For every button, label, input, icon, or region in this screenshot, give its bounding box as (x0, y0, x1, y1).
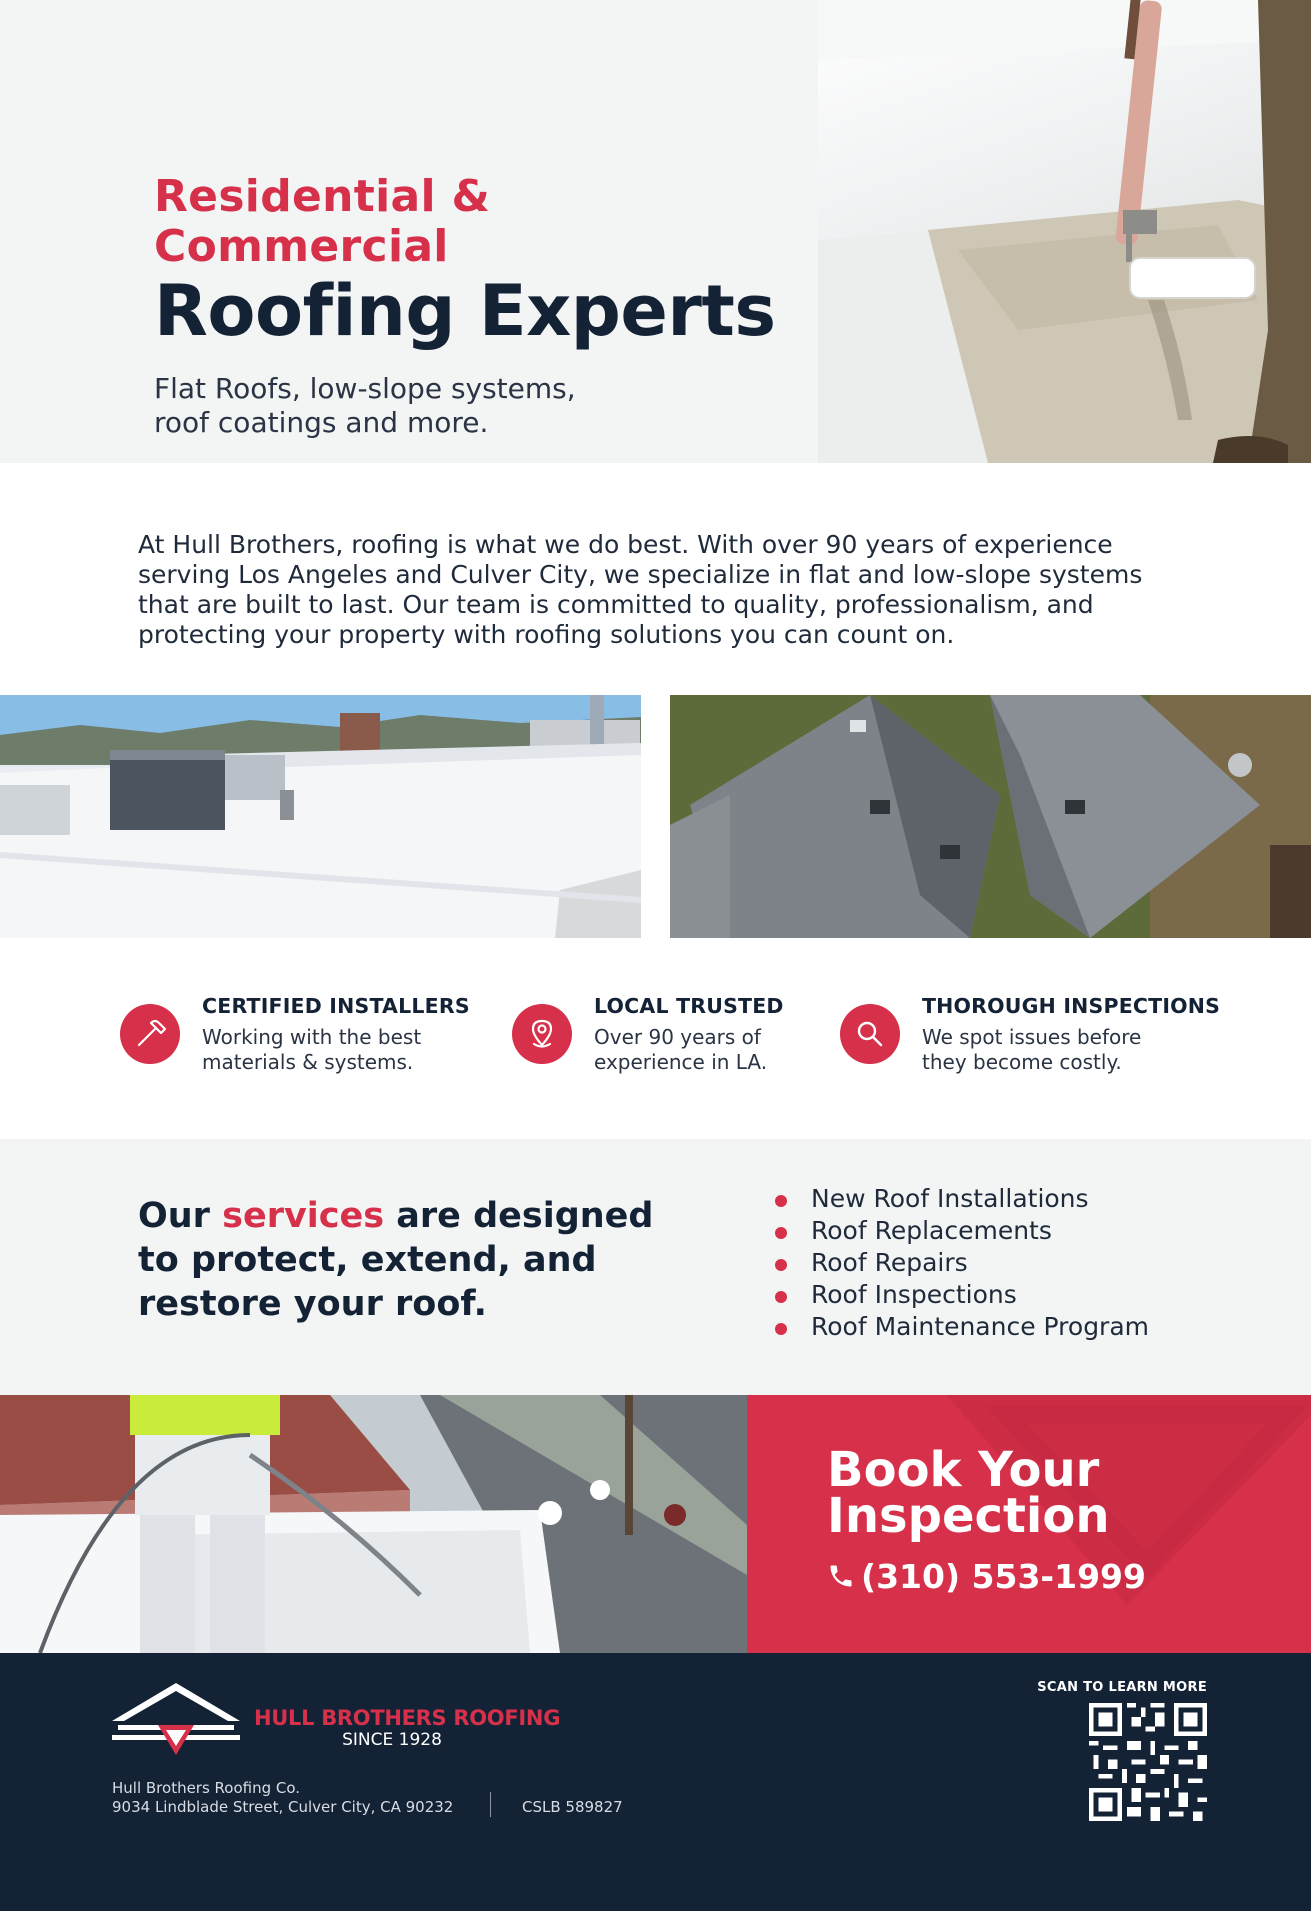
bullet-dot-icon (775, 1195, 787, 1207)
shingle-roof-illustration (670, 695, 1311, 938)
services-section (0, 1139, 1311, 1395)
service-item (775, 1183, 1149, 1215)
cta-phone-number: (310) 553-1999 (861, 1557, 1146, 1596)
feature-title: THOROUGH INSPECTIONS (922, 994, 1221, 1018)
footer-divider (490, 1792, 491, 1817)
hero-photo-roof-coating (818, 0, 1311, 463)
feature-description: We spot issues before they become costly. (922, 1025, 1142, 1074)
service-item (775, 1279, 1149, 1311)
bullet-dot-icon (775, 1227, 787, 1239)
services-heading-end: are designed to protect, extend, and restore your roof. (138, 1196, 654, 1324)
service-item-label: Roof Replacements (811, 1216, 1052, 1245)
phone-icon (827, 1559, 855, 1599)
hammer-icon (120, 1004, 180, 1064)
feature-description: Over 90 years of experience in LA. (594, 1025, 768, 1074)
brand-since: SINCE 1928 (342, 1730, 442, 1750)
service-item-label: Roof Maintenance Program (811, 1312, 1150, 1341)
company-address: 9034 Lindblade Street, Culver City, CA 90232 (112, 1798, 454, 1816)
hero-kicker: Residential & Commercial (154, 171, 491, 272)
brand-name: HULL BROTHERS ROOFING (254, 1706, 561, 1730)
shingle-roof-aerial-photo (670, 695, 1311, 938)
footer (0, 1653, 1311, 1911)
services-heading (138, 1194, 658, 1326)
qr-code[interactable] (1089, 1703, 1207, 1821)
service-item (775, 1215, 1149, 1247)
hero-title: Roofing Experts (154, 270, 776, 352)
feature-title: LOCAL TRUSTED (594, 994, 784, 1018)
company-logo-mark (112, 1683, 240, 1757)
bullet-dot-icon (775, 1323, 787, 1335)
flat-roof-illustration (0, 695, 641, 938)
hero-text (154, 172, 794, 440)
cta-title: Book Your Inspection (827, 1442, 1110, 1544)
feature-description: Working with the best materials & systems. (202, 1025, 422, 1074)
company-name: Hull Brothers Roofing Co. (112, 1779, 301, 1797)
worker-spraying-illustration (0, 1395, 747, 1653)
service-item-label: Roof Inspections (811, 1280, 1017, 1309)
hero-section (0, 0, 1311, 463)
book-inspection-box[interactable] (747, 1395, 1311, 1653)
company-info (112, 1779, 453, 1817)
bullet-dot-icon (775, 1291, 787, 1303)
hero-photo-illustration (818, 0, 1311, 463)
bullet-dot-icon (775, 1259, 787, 1271)
services-heading-start: Our (138, 1196, 223, 1236)
service-item (775, 1247, 1149, 1279)
worker-spraying-roof-photo (0, 1395, 747, 1653)
magnifier-icon (840, 1004, 900, 1064)
services-list (775, 1183, 1149, 1343)
scan-label: SCAN TO LEARN MORE (1037, 1680, 1207, 1695)
flat-roof-photo (0, 695, 641, 938)
service-item-label: New Roof Installations (811, 1184, 1089, 1213)
cta-phone-link[interactable] (827, 1557, 1146, 1599)
feature-title: CERTIFIED INSTALLERS (202, 994, 470, 1018)
services-heading-accent: services (222, 1196, 385, 1236)
location-pin-icon (512, 1004, 572, 1064)
hero-subtitle: Flat Roofs, low-slope systems, roof coatings and more. (154, 372, 576, 439)
intro-paragraph: At Hull Brothers, roofing is what we do best. With over 90 years of experience serving Los Angeles and Culver City, we specialize in flat and low-slope systems that are built to last. Our team is committed to quality, professionalism, and protecting your property with roofing solutions you can count on. (138, 530, 1143, 649)
license-number: CSLB 589827 (522, 1798, 623, 1816)
service-item-label: Roof Repairs (811, 1248, 968, 1277)
service-item (775, 1311, 1149, 1343)
